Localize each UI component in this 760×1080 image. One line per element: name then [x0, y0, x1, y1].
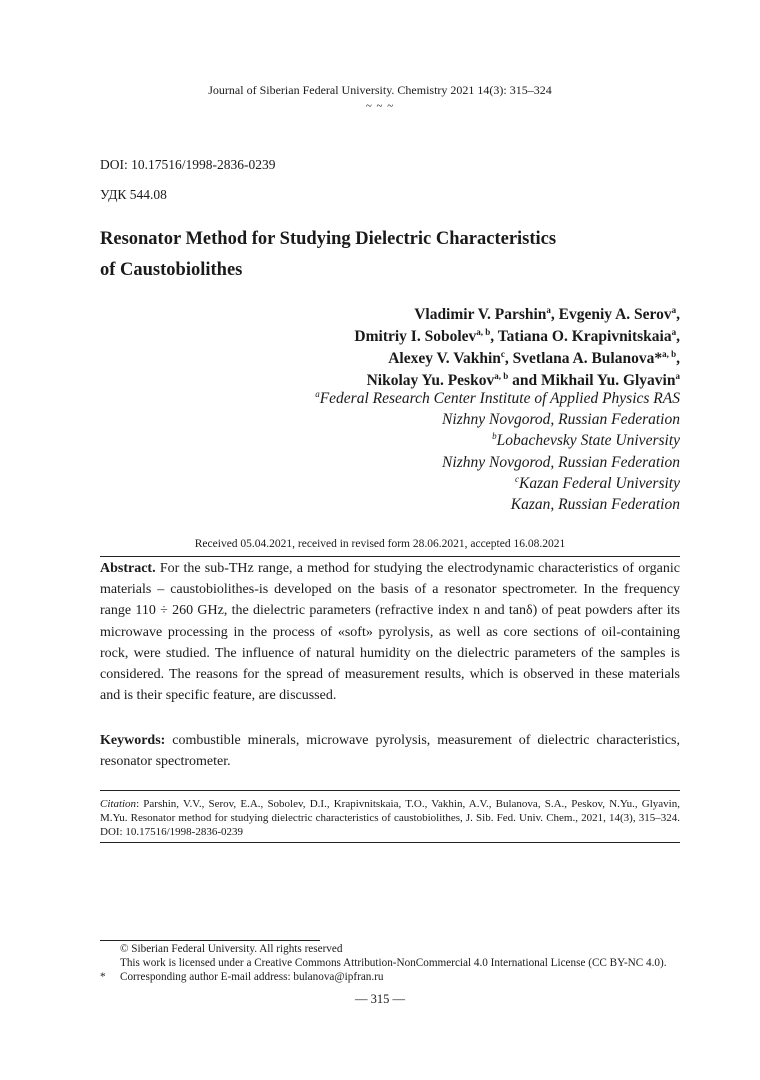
- license-text: This work is licensed under a Creative Commons Attribution-NonCommercial 4.0 International License (CC BY-NC 4.0).: [120, 957, 667, 969]
- author-list: [80, 304, 680, 392]
- citation-top-rule: [100, 790, 680, 791]
- author-separator: ,: [676, 350, 680, 367]
- footnote-corresponding: [100, 970, 690, 984]
- author-affil-mark: a: [546, 304, 551, 315]
- title-line-1: Resonator Method for Studying Dielectric Characteristics: [100, 229, 557, 249]
- author-name: Nikolay Yu. Peskov: [366, 372, 495, 389]
- footnote-license: [100, 956, 690, 970]
- citation-bottom-rule: [100, 842, 680, 843]
- citation: [100, 798, 680, 839]
- affiliation-name: Kazan Federal University: [518, 474, 680, 492]
- abstract-label: Abstract.: [100, 561, 156, 576]
- header-ornament: ~ ~ ~: [365, 100, 395, 112]
- affiliation-city: Nizhny Novgorod, Russian Federation: [442, 411, 680, 429]
- corresponding-mark: *: [100, 971, 106, 983]
- author-separator: and: [508, 372, 541, 389]
- author-separator: ,: [504, 350, 513, 367]
- keywords: [100, 730, 680, 772]
- keywords-label: Keywords:: [100, 733, 166, 748]
- author-affil-mark: c: [500, 348, 505, 359]
- title-line-2: of Caustobiolithes: [100, 260, 243, 280]
- abstract-text: For the sub-THz range, a method for studying the electrodynamic characteristics of organic materials – caustobiolithes-is developed on the basis of a resonator spectrometer. In the frequency range 110 ÷ 260 GHz, the dielectric parameters (refractive index n and tanδ) of peat powders after its microwave processing in the process of «soft» pyrolysis, as well as core sections of oil-containing rock, were studied. The influence of natural humidity on the dielectric parameters of the samples is considered. The reasons for the spread of measurement results, which is observed in these materials and is their specific feature, are discussed.: [100, 561, 680, 704]
- author-affil-mark: a, b: [476, 326, 491, 337]
- footnote-rule: [100, 940, 320, 941]
- author-name: Tatiana O. Krapivnitskaia: [497, 328, 672, 345]
- affiliation-city: Kazan, Russian Federation: [510, 496, 680, 514]
- received-dates: Received 05.04.2021, received in revised form 28.06.2021, accepted 16.08.2021: [194, 538, 566, 550]
- affiliation-name: Federal Research Center Institute of Applied Physics RAS: [319, 390, 680, 407]
- author-separator: ,: [490, 328, 498, 345]
- author-separator: ,: [550, 306, 559, 323]
- journal-header: Journal of Siberian Federal University. Chemistry 2021 14(3): 315–324: [208, 83, 552, 97]
- corresponding-text: Corresponding author E-mail address: bulanova@ipfran.ru: [120, 971, 384, 983]
- author-affil-mark: a, b: [662, 348, 677, 359]
- copyright-text: © Siberian Federal University. All rights reserved: [120, 943, 343, 955]
- author-separator: ,: [676, 306, 680, 323]
- author-affil-mark: a: [671, 326, 677, 337]
- affiliation-mark: a: [315, 388, 320, 399]
- author-separator: ,: [676, 328, 680, 345]
- author-affil-mark: a: [675, 370, 680, 381]
- keywords-text: combustible minerals, microwave pyrolysis, measurement of dielectric characteristics, resonator spectrometer.: [100, 733, 680, 769]
- author-name: Vladimir V. Parshin: [414, 306, 547, 323]
- article-title: [100, 224, 700, 286]
- author-affil-mark: a, b: [494, 370, 509, 381]
- affiliation-institution: [80, 430, 680, 451]
- affiliation-list: [80, 388, 680, 515]
- affiliation-name: Lobachevsky State University: [496, 432, 680, 450]
- affiliation-mark: c: [514, 473, 519, 484]
- author-name: Evgeniy A. Serov: [558, 306, 672, 323]
- author-line: [80, 304, 680, 326]
- citation-text: : Parshin, V.V., Serov, E.A., Sobolev, D.I., Krapivnitskaia, T.O., Vakhin, A.V., Bulanova, S.A., Peskov, N.Yu., Glyavin, M.Yu. Resonator method for studying dielectric characteristics of caustobiolithes, J. Sib. Fed. Univ. Chem., 2021, 14(3), 315–324. DOI: 10.17516/1998-2836-0239: [100, 798, 680, 838]
- author-line: [80, 326, 680, 348]
- udk-line: УДК 544.08: [100, 187, 167, 202]
- author-line: [80, 348, 680, 370]
- author-name: Alexey V. Vakhin: [388, 350, 501, 367]
- affiliation-city: Nizhny Novgorod, Russian Federation: [442, 453, 680, 471]
- author-name: Mikhail Yu. Glyavin: [540, 372, 676, 389]
- footnote-copyright: [100, 942, 690, 956]
- abstract-top-rule: [100, 556, 680, 557]
- author-name: Dmitriy I. Sobolev: [354, 328, 477, 345]
- author-affil-mark: a: [671, 304, 677, 315]
- abstract: [100, 558, 680, 706]
- author-name: Svetlana A. Bulanova*: [512, 350, 663, 367]
- page-number: — 315 —: [355, 992, 405, 1006]
- citation-label: Citation: [100, 798, 137, 810]
- affiliation-institution: [80, 473, 680, 494]
- affiliation-institution: [80, 388, 680, 409]
- doi-line: DOI: 10.17516/1998-2836-0239: [100, 157, 276, 172]
- affiliation-mark: b: [492, 431, 497, 442]
